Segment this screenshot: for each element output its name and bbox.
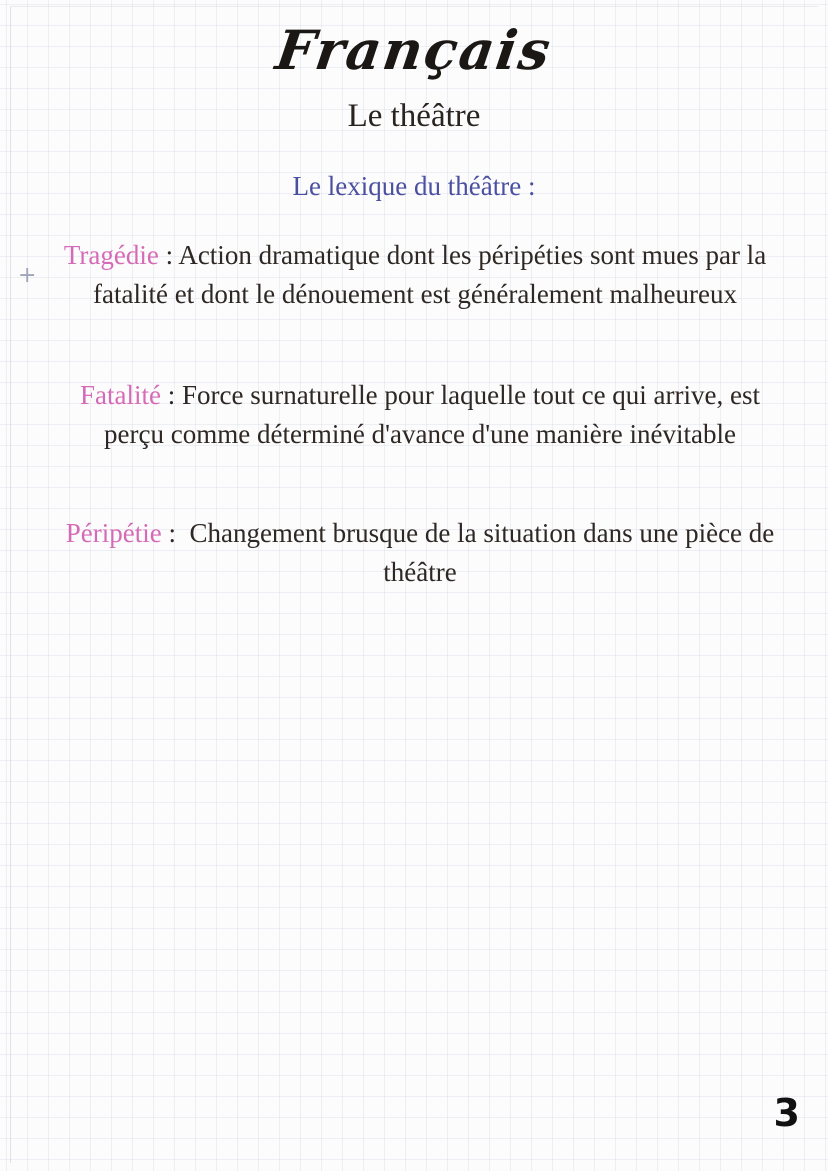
definition-text: Force surnaturelle pour laquelle tout ce qui arrive, est perçu comme déterminé d'avance d'une manière inévitable bbox=[104, 380, 761, 449]
definition-peripetie bbox=[40, 514, 800, 592]
definition-tragedie bbox=[60, 236, 770, 314]
subject-title: Français bbox=[272, 18, 556, 82]
definition-term: Péripétie bbox=[65, 518, 162, 548]
chapter-title: Le théâtre bbox=[347, 98, 481, 134]
definition-text: Changement brusque de la situation dans une pièce de théâtre bbox=[189, 518, 775, 587]
definition-separator: : bbox=[161, 518, 190, 548]
definition-separator: : bbox=[160, 380, 182, 410]
page-number: 3 bbox=[773, 1091, 800, 1135]
definition-term: Tragédie bbox=[63, 240, 159, 270]
section-heading: Le lexique du théâtre : bbox=[292, 171, 536, 201]
plus-mark-icon: + bbox=[18, 263, 37, 288]
definition-term: Fatalité bbox=[79, 380, 161, 410]
definition-fatalite bbox=[70, 376, 770, 454]
definition-text: Action dramatique dont les péripéties sont mues par la fatalité et dont le dénouement est généralement malheureux bbox=[93, 240, 767, 309]
definition-separator: : bbox=[158, 240, 179, 270]
